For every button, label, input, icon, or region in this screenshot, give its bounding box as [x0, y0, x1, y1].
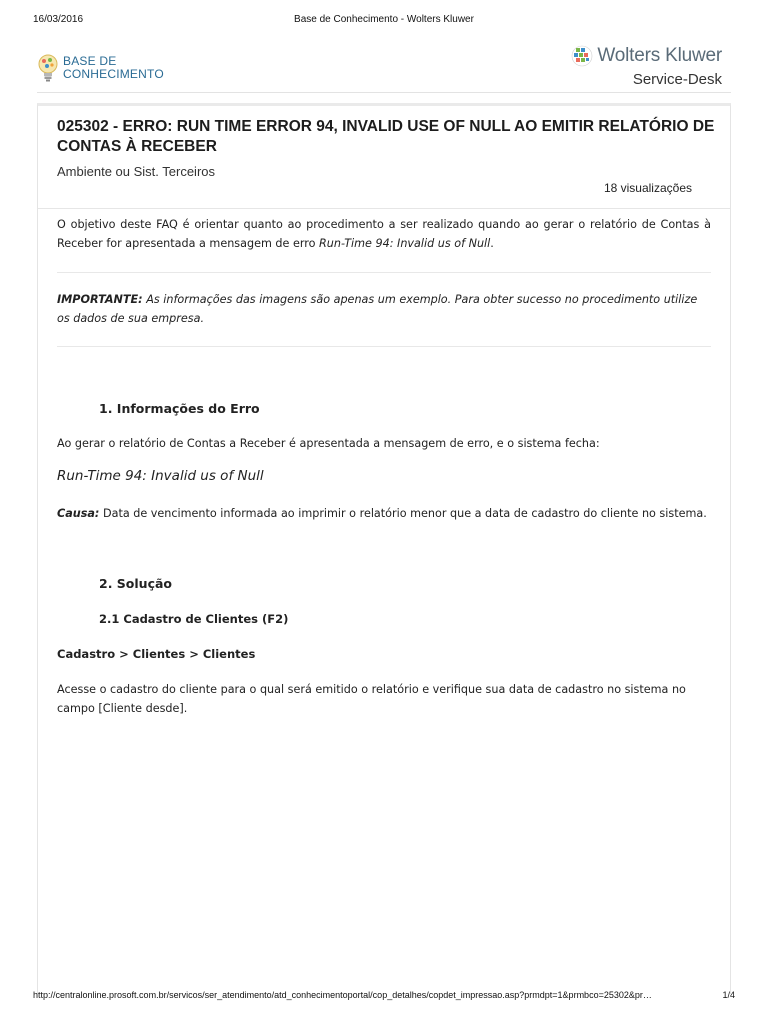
article-card — [37, 103, 731, 994]
view-count: 18 visualizações — [603, 181, 692, 195]
important-text: As informações das imagens são apenas um exemplo. Para obter sucesso no procedimento utilize os dados de sua empresa. — [57, 293, 698, 325]
lightbulb-icon — [37, 53, 59, 83]
wolters-kluwer-logo[interactable] — [562, 44, 722, 68]
section-2-1-heading: 2.1 Cadastro de Clientes (F2) — [99, 612, 289, 626]
wolters-kluwer-emblem-icon — [571, 45, 593, 67]
kb-line2: CONHECIMENTO — [63, 67, 164, 81]
print-date: 16/03/2016 — [33, 14, 84, 25]
important-note — [57, 291, 711, 328]
section-2-heading: 2. Solução — [99, 576, 173, 591]
print-footer — [33, 990, 735, 1004]
divider — [57, 272, 711, 273]
cause-text: Data de vencimento informada ao imprimir o relatório menor que a data de cadastro do cliente no sistema. — [99, 507, 707, 520]
print-url: http://centralonline.prosoft.com.br/servicos/ser_atendimento/atd_conhecimentoportal/cop_detalhes/copdet_impressao.asp?prmdpt=1&prmbco=25302&pr… — [33, 990, 652, 1000]
intro-text: O objetivo deste FAQ é orientar quanto ao procedimento a ser realizado quando ao gerar o relatório de Contas à Receber for apresentada a mensagem de erro — [57, 218, 711, 250]
divider — [57, 346, 711, 347]
menu-path: Cadastro > Clientes > Clientes — [57, 647, 256, 661]
article-category: Ambiente ou Sist. Terceiros — [57, 164, 215, 179]
knowledge-base-wordmark — [63, 55, 164, 81]
error-message: Run-Time 94: Invalid us of Null — [57, 468, 264, 484]
company-name: Wolters Kluwer — [597, 45, 722, 66]
kb-line1: BASE DE — [63, 54, 117, 68]
section-1-heading: 1. Informações do Erro — [99, 401, 260, 416]
print-header — [33, 14, 735, 30]
knowledge-base-logo[interactable] — [37, 50, 164, 86]
article-title: 025302 - ERRO: RUN TIME ERROR 94, INVALID USE OF NULL AO EMITIR RELATÓRIO DE CONTAS À RECEBER — [57, 118, 715, 155]
brand-bar — [37, 40, 731, 93]
article-header — [38, 106, 730, 209]
intro-end: . — [490, 236, 494, 250]
cause-label: Causa: — [57, 507, 100, 520]
intro-error-message: Run-Time 94: Invalid us of Null — [319, 236, 491, 250]
page-number: 1/4 — [722, 990, 735, 1000]
section-1-text: Ao gerar o relatório de Contas a Receber é apresentada a mensagem de erro, e o sistema fecha: — [57, 437, 600, 450]
section-2-1-text: Acesse o cadastro do cliente para o qual será emitido o relatório e verifique sua data de cadastro no sistema no campo [Cliente desde]. — [57, 683, 686, 715]
intro-paragraph — [57, 216, 711, 253]
cause-paragraph — [57, 505, 711, 524]
important-label: IMPORTANTE: — [57, 293, 143, 306]
product-name: Service-Desk — [632, 71, 722, 88]
print-page-title: Base de Conhecimento - Wolters Kluwer — [294, 14, 474, 25]
